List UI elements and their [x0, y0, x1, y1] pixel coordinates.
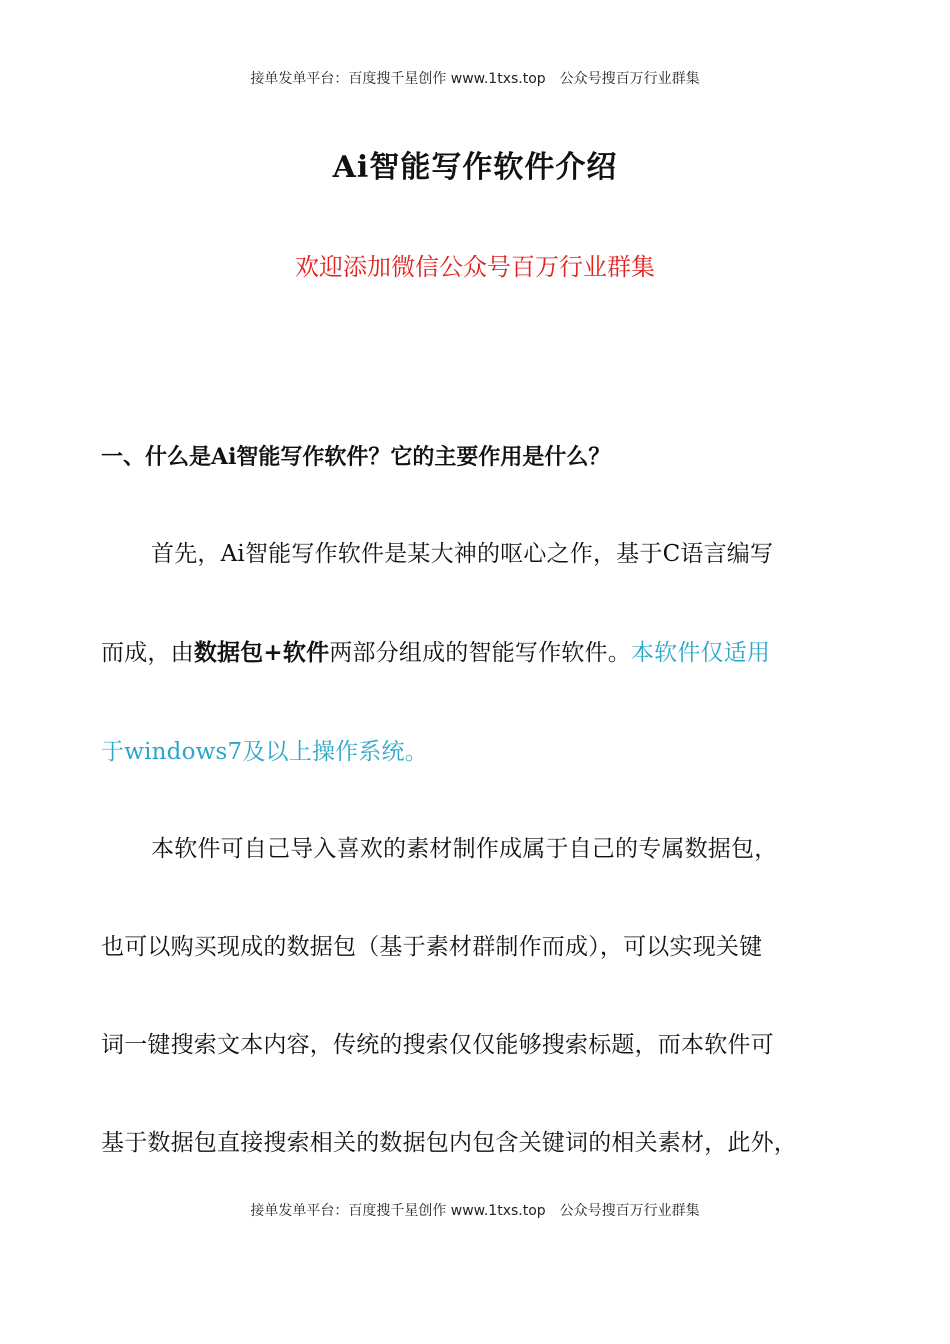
paragraph-1-line-1: 首先，Ai智能写作软件是某大神的呕心之作，基于C语言编写 [151, 541, 774, 567]
page-header [0, 68, 950, 88]
text-run: 而成，由 [101, 640, 194, 666]
header-wechat-text: 公众号搜百万行业群集 [559, 71, 700, 87]
paragraph-2-line-3: 词一键搜索文本内容，传统的搜索仅仅能够搜索标题，而本软件可 [101, 1032, 774, 1058]
document-subtitle: 欢迎添加微信公众号百万行业群集 [295, 253, 655, 281]
bold-text-plus: + [263, 639, 283, 666]
bold-text-data-package: 数据包 [193, 639, 264, 666]
document-title: Ai智能写作软件介绍 [332, 150, 618, 185]
paragraph-2-line-2: 也可以购买现成的数据包（基于素材群制作而成），可以实现关键 [101, 934, 763, 960]
header-platform-text: 接单发单平台：百度搜千星创作 www.1txs.top [250, 71, 546, 87]
paragraph-1-line-2 [101, 634, 861, 667]
paragraph-1-line-3: 于windows7及以上操作系统。 [101, 739, 428, 765]
footer-platform-text: 接单发单平台：百度搜千星创作 www.1txs.top [250, 1203, 546, 1219]
paragraph-2-line-1: 本软件可自己导入喜欢的素材制作成属于自己的专属数据包， [151, 836, 778, 862]
highlight-text: 本软件仅适用 [630, 640, 771, 666]
bold-text-software: 软件 [282, 639, 330, 666]
section-heading-1: 一、什么是Ai智能写作软件？它的主要作用是什么？ [101, 444, 611, 470]
footer-wechat-text: 公众号搜百万行业群集 [559, 1203, 700, 1219]
text-run: 两部分组成的智能写作软件。 [329, 640, 631, 666]
paragraph-2-line-4: 基于数据包直接搜索相关的数据包内包含关键词的相关素材，此外， [101, 1130, 797, 1156]
page-footer [0, 1200, 950, 1220]
